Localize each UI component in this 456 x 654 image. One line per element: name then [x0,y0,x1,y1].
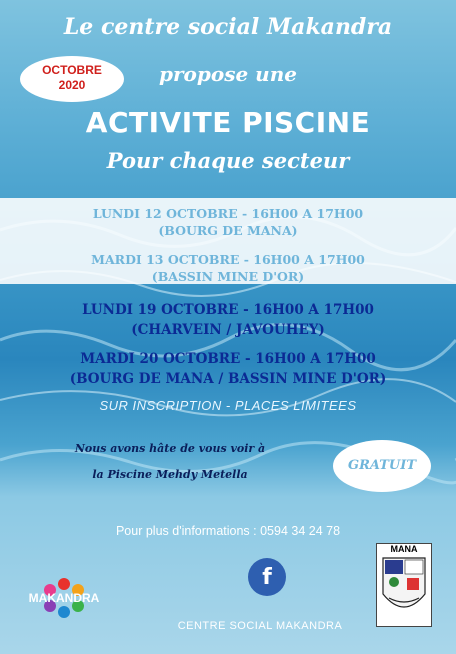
facebook-glyph: f [262,564,272,590]
activity-title: ACTIVITE PISCINE [85,106,371,139]
session-item [0,300,456,340]
session-location: (BOURG DE MANA / BASSIN MINE D'OR) [69,371,387,387]
mana-coat-of-arms [376,543,432,627]
session-item [0,251,456,285]
welcome-line-1: Nous avons hâte de vous voir à [74,442,266,455]
session-date: LUNDI 12 OCTOBRE - 16H00 A 17H00 [92,206,364,221]
footer-organization-name: CENTRE SOCIAL MAKANDRA [177,620,343,632]
gratuit-badge: GRATUIT [333,440,431,492]
makandra-logo [20,562,108,632]
organizer-title: Le centre social Makandra [63,14,393,40]
session-date: MARDI 13 OCTOBRE - 16H00 A 17H00 [91,252,365,267]
session-date: LUNDI 19 OCTOBRE - 16H00 A 17H00 [82,302,374,318]
session-item [0,349,456,389]
proposes-text: propose une [159,62,297,86]
sector-subtitle: Pour chaque secteur [106,148,350,173]
facebook-icon[interactable] [248,558,286,596]
session-item [0,205,456,239]
date-badge-month: OCTOBRE [42,63,102,77]
session-location: (BASSIN MINE D'OR) [151,269,305,284]
mana-label: MANA [390,544,418,554]
contact-info: Pour plus d'informations : 0594 34 24 78 [115,524,341,538]
makandra-logo-icon [20,562,108,632]
welcome-message [60,436,280,488]
svg-text:MAKANDRA: MAKANDRA [28,591,100,605]
session-date: MARDI 20 OCTOBRE - 16H00 A 17H00 [80,351,376,367]
date-badge-year: 2020 [58,78,86,92]
coat-of-arms-icon [377,554,431,624]
inscription-notice: SUR INSCRIPTION - PLACES LIMITEES [99,398,357,413]
welcome-line-2: la Piscine Mehdy Metella [92,468,248,481]
session-location: (BOURG DE MANA) [158,223,298,238]
session-location: (CHARVEIN / JAVOUHEY) [131,322,325,338]
